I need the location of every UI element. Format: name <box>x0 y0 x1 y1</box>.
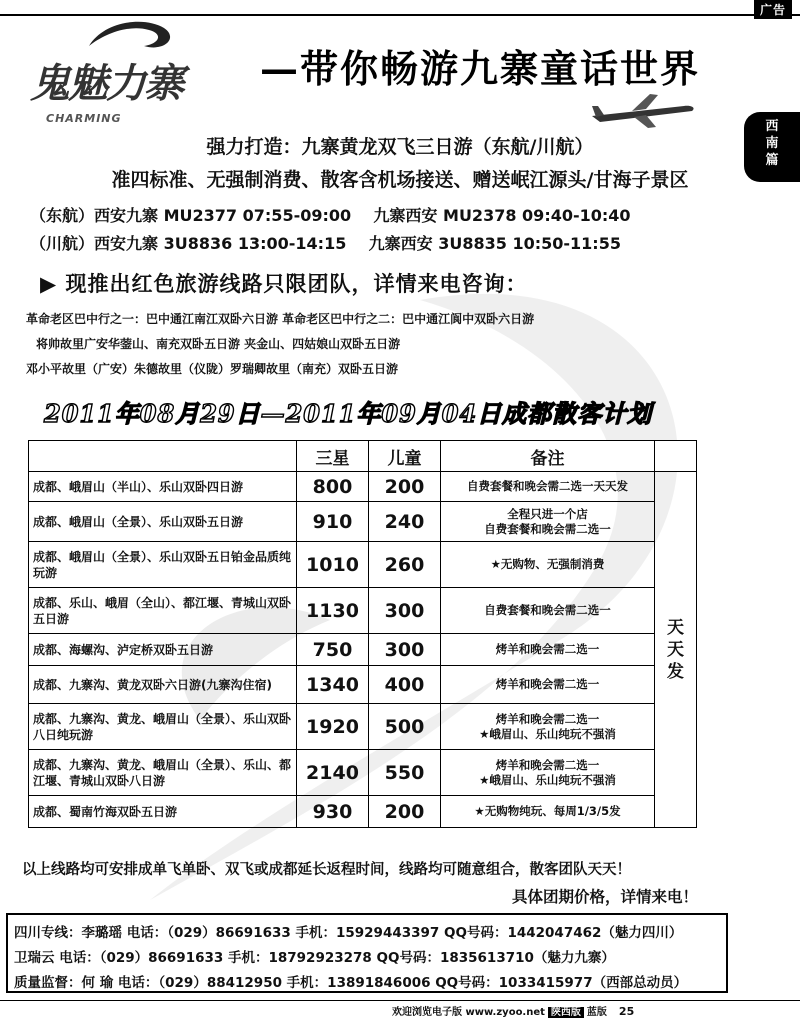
footer-note: 以上线路均可安排成单飞单卧、双飞或成都延长返程时间，线路均可随意组合，散客团队天天！ <box>22 862 631 878</box>
contact-row: 四川专线：李璐瑶 电话：（029）86691633 手机：15929443397 QQ号码：1442047462（魅力四川） <box>14 925 683 941</box>
flight-row-east <box>30 203 631 226</box>
flight-no: MU2378 <box>443 206 517 225</box>
note-cell: 全程只进一个店 自费套餐和晚会需二选一 <box>441 502 655 542</box>
schedule-title: 2011年08月29日—2011年09月04日成都散客计划 <box>44 399 653 428</box>
contact-box <box>6 913 728 993</box>
note-cell: 烤羊和晚会需二选一 <box>441 666 655 704</box>
route-cell: 成都、峨眉山（全景）、乐山双卧五日铂金品质纯玩游 <box>29 542 297 588</box>
side-note-daily <box>655 472 697 828</box>
subheadline: 准四标准、无强制消费、散客含机场接送、赠送岷江源头/甘海子景区 <box>111 169 689 191</box>
flight-row-sichuan <box>30 231 621 254</box>
note-cell: 自费套餐和晚会需二选一 <box>441 588 655 634</box>
table-row <box>29 542 697 588</box>
route: 西安九寨 <box>94 206 159 225</box>
note-cell: 烤羊和晚会需二选一 <box>441 634 655 666</box>
red-tour-heading: ▶ 现推出红色旅游线路只限团队，详情来电咨询： <box>40 272 528 296</box>
footer-rule <box>0 1000 800 1001</box>
three-star-price-cell: 930 <box>297 796 369 828</box>
note-cell: 烤羊和晚会需二选一 ★峨眉山、乐山纯玩不强消 <box>441 704 655 750</box>
red-tour-line: 将帅故里广安华蓥山、南充双卧五日游 夹金山、四姑娘山双卧五日游 <box>36 337 401 351</box>
table-row <box>29 666 697 704</box>
three-star-price-cell: 1340 <box>297 666 369 704</box>
contact-row: 质量监督：何 瑜 电话：（029）88412950 手机：13891846006 QQ号码：1033415977（西部总动员） <box>14 975 688 991</box>
col-header-notes: 备注 <box>441 441 655 472</box>
child-price-cell: 260 <box>369 542 441 588</box>
child-price-cell: 400 <box>369 666 441 704</box>
three-star-price-cell: 750 <box>297 634 369 666</box>
child-price-cell: 300 <box>369 634 441 666</box>
table-row <box>29 588 697 634</box>
route-cell: 成都、海螺沟、泸定桥双卧五日游 <box>29 634 297 666</box>
page-number: 25 <box>618 1005 635 1018</box>
table-row <box>29 472 697 502</box>
price-table <box>28 440 697 828</box>
note-cell: 烤羊和晚会需二选一 ★峨眉山、乐山纯玩不强消 <box>441 750 655 796</box>
side-tab-char: 南 <box>765 136 779 151</box>
three-star-price-cell: 800 <box>297 472 369 502</box>
side-note-char: 天 <box>667 639 684 660</box>
child-price-cell: 200 <box>369 472 441 502</box>
three-star-price-cell: 2140 <box>297 750 369 796</box>
three-star-price-cell: 910 <box>297 502 369 542</box>
headline: 强力打造：九寨黄龙双飞三日游（东航/川航） <box>206 136 594 158</box>
table-row <box>29 502 697 542</box>
child-price-cell: 240 <box>369 502 441 542</box>
footer-note-cta: 具体团期价格，详情来电！ <box>511 888 698 906</box>
table-row <box>29 750 697 796</box>
footer-edition: 陕西版 <box>548 1007 584 1018</box>
three-star-price-cell: 1920 <box>297 704 369 750</box>
swirl-icon <box>84 16 194 56</box>
three-star-price-cell: 1010 <box>297 542 369 588</box>
route: 西安九寨 <box>94 234 159 253</box>
flight-time: 07:55-09:00 <box>242 206 352 225</box>
brand-subtitle: CHARMING <box>46 112 122 125</box>
side-note-char: 天 <box>667 617 684 638</box>
airline: （川航） <box>30 234 95 253</box>
contact-row: 卫瑞云 电话：（029）86691633 手机：18792923278 QQ号码：1835613710（魅力九寨） <box>14 950 615 966</box>
child-price-cell: 300 <box>369 588 441 634</box>
footer-color: 蓝版 <box>586 1007 607 1018</box>
flight-no: 3U8835 <box>438 234 507 253</box>
col-header-child: 儿童 <box>369 441 441 472</box>
col-header-route <box>29 441 297 472</box>
child-price-cell: 550 <box>369 750 441 796</box>
table-row <box>29 704 697 750</box>
flight-no: MU2377 <box>163 206 238 225</box>
flight-time: 13:00-14:15 <box>237 234 347 253</box>
table-row <box>29 634 697 666</box>
route: 九寨西安 <box>368 234 433 253</box>
col-header-side <box>655 441 697 472</box>
route-cell: 成都、峨眉山（半山）、乐山双卧四日游 <box>29 472 297 502</box>
route-cell: 成都、九寨沟、黄龙、峨眉山（全景）、乐山双卧八日纯玩游 <box>29 704 297 750</box>
slogan: —带你畅游九寨童话世界 <box>260 46 701 91</box>
brand-name: 鬼魅力寨 <box>30 60 182 107</box>
note-cell: 自费套餐和晚会需二选一天天发 <box>441 472 655 502</box>
ad-tag: 广告 <box>754 0 792 19</box>
note-cell: ★无购物纯玩、每周1/3/5发 <box>441 796 655 828</box>
flight-time: 09:40-10:40 <box>522 206 631 225</box>
airplane-icon <box>588 92 698 130</box>
table-row <box>29 796 697 828</box>
page-footer <box>392 1003 634 1018</box>
side-note-char: 发 <box>667 661 684 682</box>
route-cell: 成都、九寨沟、黄龙、峨眉山（全景）、乐山、都江堰、青城山双卧八日游 <box>29 750 297 796</box>
route-cell: 成都、峨眉山（全景）、乐山双卧五日游 <box>29 502 297 542</box>
route: 九寨西安 <box>373 206 438 225</box>
child-price-cell: 500 <box>369 704 441 750</box>
footer-site: 欢迎浏览电子版 www.zyoo.net <box>392 1007 545 1018</box>
red-tour-line: 邓小平故里（广安）朱德故里（仪陇）罗瑞卿故里（南充）双卧五日游 <box>26 362 399 376</box>
route-cell: 成都、九寨沟、黄龙双卧六日游(九寨沟住宿) <box>29 666 297 704</box>
flight-time: 10:50-11:55 <box>512 234 621 253</box>
three-star-price-cell: 1130 <box>297 588 369 634</box>
note-cell: ★无购物、无强制消费 <box>441 542 655 588</box>
table-header-row <box>29 441 697 472</box>
child-price-cell: 200 <box>369 796 441 828</box>
col-header-three-star: 三星 <box>297 441 369 472</box>
airline: （东航） <box>30 206 95 225</box>
route-cell: 成都、乐山、峨眉（全山）、都江堰、青城山双卧五日游 <box>29 588 297 634</box>
side-tab-char: 西 <box>765 119 779 134</box>
brand-logo <box>20 20 240 125</box>
red-tour-line: 革命老区巴中行之一：巴中通江南江双卧六日游 革命老区巴中行之二：巴中通江阆中双卧六日游 <box>26 312 535 326</box>
flight-no: 3U8836 <box>163 234 233 253</box>
side-tab-char: 篇 <box>765 153 779 168</box>
route-cell: 成都、蜀南竹海双卧五日游 <box>29 796 297 828</box>
